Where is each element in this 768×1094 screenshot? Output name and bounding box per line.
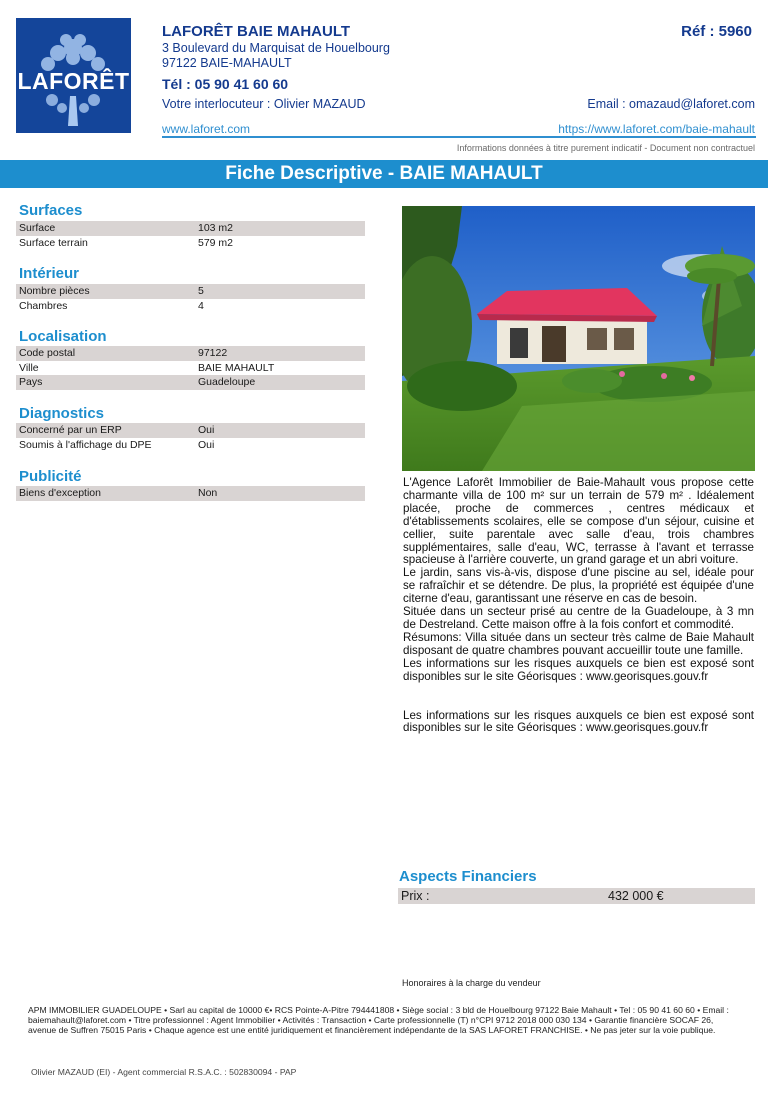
legal-footer: APM IMMOBILIER GUADELOUPE • Sarl au capital de 10000 €• RCS Pointe-A-Pitre 794441808 • Siège social : 3 bld de Houelbourg 97122 Baie Mahault • Tel : 05 90 41 60 60 • Email : baiemahault@laforet.com • Titre professionnel : Agent Immobilier • Activités : Transaction • Carte professionnelle (T) n°CPI 9712 2018 000 030 134 • Garantie financière SOCAF 26, avenue de Suffren 75015 Paris • Chaque agence est une entité juridiquement et financièrement indépendante de la SAS LAFORET FRANCHISE. • Ne pas jeter sur la voie publique. xyxy=(28,1005,729,1036)
price-value: 432 000 € xyxy=(608,889,664,903)
row-label: Surface xyxy=(19,222,56,234)
row-value: Guadeloupe xyxy=(198,376,256,388)
table-row xyxy=(16,361,365,376)
contact-person: Votre interlocuteur : Olivier MAZAUD xyxy=(162,97,366,111)
spacer xyxy=(403,684,754,710)
table-row xyxy=(16,486,365,501)
section-title-diagnostics: Diagnostics xyxy=(19,405,105,422)
row-value: 579 m2 xyxy=(198,236,234,249)
table-row xyxy=(16,438,365,453)
logo-text: LAFORÊT xyxy=(17,68,130,94)
fees-note: Honoraires à la charge du vendeur xyxy=(402,978,541,988)
row-value: 4 xyxy=(198,299,204,312)
table-row xyxy=(16,346,365,361)
property-description xyxy=(403,477,754,735)
section-title-surfaces: Surfaces xyxy=(19,202,83,219)
table-row xyxy=(16,221,365,236)
description-paragraph: Le jardin, sans vis-à-vis, dispose d'une piscine au sel, idéale pour se rafraîchir et se détendre. De plus, la propriété est équipée d'une citerne d'eau, garantissant une réserve en cas de besoin. xyxy=(403,566,754,606)
section-title-interieur: Intérieur xyxy=(19,265,80,282)
row-value: BAIE MAHAULT xyxy=(198,361,275,374)
header-divider xyxy=(162,136,756,138)
row-label: Surface terrain xyxy=(19,236,88,249)
contact-email[interactable]: Email : omazaud@laforet.com xyxy=(587,97,755,111)
row-label: Concerné par un ERP xyxy=(19,424,122,436)
price-row xyxy=(398,888,755,904)
house-photo-illustration xyxy=(402,206,755,471)
agency-phone: Tél : 05 90 41 60 60 xyxy=(162,76,289,92)
agency-url-link[interactable]: https://www.laforet.com/baie-mahault xyxy=(558,122,755,136)
section-title-finance: Aspects Financiers xyxy=(399,868,537,885)
description-paragraph: Les informations sur les risques auxquels ce bien est exposé sont disponibles sur le site Géorisques : www.georisques.gouv.fr xyxy=(403,656,754,683)
description-paragraph: L'Agence Laforêt Immobilier de Baie-Mahault vous propose cette charmante villa de 100 m² sur un terrain de 579 m² . Idéalement placée, proche de commerces , centres médicaux et d'établissements scolaires, elle se compose d'un séjour, cuisine et cellier, suite parentale avec salle d'eau, trois chambres supplémentaires, salle d'eau, WC, terrasse à l'avant et terrasse spacieuse à l'arrière couverte, un grand garage et un abri voiture. xyxy=(403,476,754,567)
row-value: Oui xyxy=(198,438,215,451)
row-value: 103 m2 xyxy=(198,222,234,234)
property-reference: Réf : 5960 xyxy=(681,23,752,40)
agent-info: Olivier MAZAUD (EI) - Agent commercial R.S.A.C. : 502830094 - PAP xyxy=(31,1067,297,1077)
page-title-banner: Fiche Descriptive - BAIE MAHAULT xyxy=(0,160,768,188)
property-photo xyxy=(402,206,755,471)
row-label: Ville xyxy=(19,361,39,374)
row-value: 5 xyxy=(198,285,204,297)
row-label: Code postal xyxy=(19,347,76,359)
address-line2: 97122 BAIE-MAHAULT xyxy=(162,56,292,70)
table-row xyxy=(16,299,365,314)
row-label: Chambres xyxy=(19,299,68,312)
row-value: 97122 xyxy=(198,347,228,359)
description-paragraph: Les informations sur les risques auxquels ce bien est exposé sont disponibles sur le site Géorisques : www.georisques.gouv.fr xyxy=(403,708,754,735)
website-link[interactable]: www.laforet.com xyxy=(162,122,251,136)
description-paragraph: Située dans un secteur prisé au centre de la Guadeloupe, à 3 mn de Destreland. Cette maison offre à la fois confort et commodité. xyxy=(403,605,754,631)
table-row xyxy=(16,236,365,251)
address-line1: 3 Boulevard du Marquisat de Houelbourg xyxy=(162,41,390,55)
row-value: Oui xyxy=(198,424,215,436)
table-row xyxy=(16,375,365,390)
table-row xyxy=(16,423,365,438)
disclaimer: Informations données à titre purement indicatif - Document non contractuel xyxy=(456,143,755,153)
section-title-publicite: Publicité xyxy=(19,468,82,485)
agency-name: LAFORÊT BAIE MAHAULT xyxy=(162,23,351,40)
section-title-localisation: Localisation xyxy=(19,328,107,345)
row-value: Non xyxy=(198,487,218,499)
row-label: Pays xyxy=(19,376,43,388)
price-label: Prix : xyxy=(401,889,430,903)
table-row xyxy=(16,284,365,299)
row-label: Soumis à l'affichage du DPE xyxy=(19,438,152,451)
laforet-logo xyxy=(16,18,131,133)
row-label: Biens d'exception xyxy=(19,487,101,499)
description-paragraph: Résumons: Villa située dans un secteur très calme de Baie Mahault disposant de quatre chambres pouvant accueillir toute une famille. xyxy=(403,630,754,657)
row-label: Nombre pièces xyxy=(19,285,90,297)
